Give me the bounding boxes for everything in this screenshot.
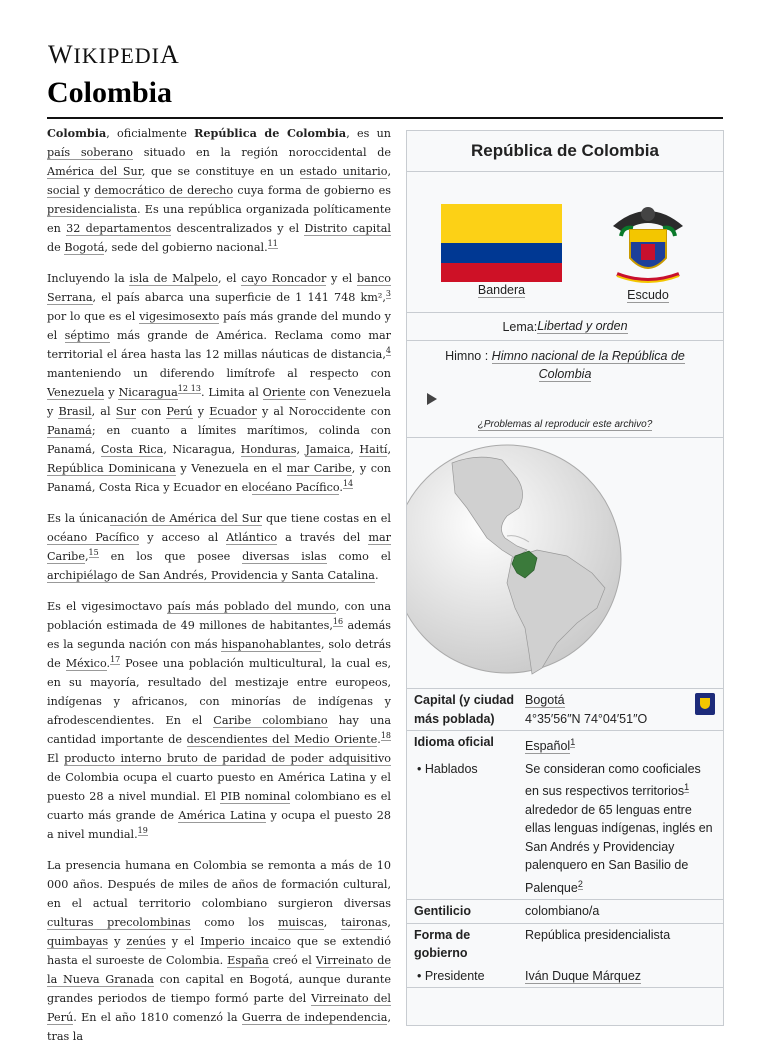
infobox-label: • Hablados — [417, 761, 478, 776]
text-run: , tras la — [47, 1011, 391, 1043]
article-link[interactable]: Distrito capital — [304, 222, 392, 235]
citation-link[interactable]: 19 — [137, 826, 148, 836]
article-link[interactable]: Perú — [166, 405, 193, 418]
citation-link[interactable]: 1 — [570, 737, 576, 747]
article-link[interactable]: culturas precolombinas — [47, 916, 191, 929]
article-link[interactable]: Brasil — [58, 405, 92, 418]
article-link[interactable]: social — [47, 184, 80, 197]
text-run: , al — [91, 405, 116, 418]
article-link[interactable]: zenúes — [126, 935, 166, 948]
text-run: y — [79, 184, 95, 197]
value-text[interactable]: Español — [525, 739, 571, 754]
play-icon[interactable] — [427, 393, 437, 405]
national-symbols — [407, 172, 723, 313]
paragraph-history — [47, 856, 391, 1046]
article-link[interactable]: Caribe colombiano — [213, 714, 328, 727]
text-run: , — [350, 443, 360, 456]
article-body — [47, 124, 391, 1058]
coat-of-arms-icon[interactable] — [603, 196, 693, 286]
article-link[interactable]: Costa Rica — [100, 443, 164, 456]
text-run: y — [108, 935, 127, 948]
text-run: de Colombia ocupa el cuarto puesto en América Latina y el puesto 28 a nivel mundial. El — [47, 771, 391, 803]
article-link[interactable]: PIB nominal — [220, 790, 291, 803]
article-link[interactable]: país más poblado del mundo — [167, 600, 336, 613]
article-link[interactable]: Venezuela — [47, 386, 105, 399]
article-link[interactable]: hispanohablantes — [221, 638, 321, 651]
paragraph-intro — [47, 124, 391, 257]
text-run: , oficialmente — [106, 127, 195, 140]
citation-link[interactable]: 4 — [385, 346, 391, 356]
text-run: ; en cuanto a límites marítimos, colinda con Panamá, — [47, 424, 391, 456]
citation-link[interactable]: 17 — [110, 655, 121, 665]
escudo-link[interactable]: Escudo — [627, 288, 669, 302]
wikipedia-logo[interactable]: WIKIPEDIA — [48, 40, 180, 69]
infobox-value — [517, 731, 723, 758]
citation-link[interactable]: 12 13 — [177, 384, 201, 394]
text-run: Es el vigesimoctavo — [47, 600, 168, 613]
article-link[interactable]: México — [65, 657, 107, 670]
infobox — [406, 130, 724, 1026]
citation-link[interactable]: 15 — [88, 548, 99, 558]
text-run: en los que posee — [98, 550, 243, 563]
text-run: , es un — [346, 127, 391, 140]
paragraph-population — [47, 597, 391, 844]
bandera-link[interactable]: Bandera — [477, 283, 526, 297]
text-run: Posee una población multicultural, la cual es, en su mayoría, resultado del mestizaje entre europeos, indígenas y africanos, con minorías de indígenas y afrodescendientes. En el — [47, 657, 391, 727]
text-run: colombiano es el cuarto más grande de — [47, 790, 391, 822]
page-title: Colombia — [47, 76, 173, 109]
article-link[interactable]: Oriente — [262, 386, 306, 399]
text-run: , el país abarca una superficie de 1 141 748 km², — [92, 291, 386, 304]
article-link[interactable]: Nicaragua — [118, 386, 178, 399]
infobox-label: Gentilicio — [414, 904, 471, 919]
text-run: , el — [217, 272, 242, 285]
article-link[interactable]: séptimo — [64, 329, 110, 342]
article-link[interactable]: diversas islas — [242, 550, 327, 563]
infobox-value — [517, 758, 723, 900]
value-text: Iván Duque Márquez — [525, 968, 642, 983]
article-link[interactable]: Jamaica — [305, 443, 351, 456]
article-link[interactable]: Virreinato de la Nueva Granada — [47, 954, 391, 986]
infobox-row — [407, 900, 723, 924]
text-run: y el — [165, 935, 201, 948]
text-run: creó el — [268, 954, 316, 967]
text-run: . En el año 1810 comenzó la — [73, 1011, 242, 1024]
infobox-row — [407, 965, 723, 989]
himno-row: Himno : Himno nacional de la República de Colombia ¿Problemas al reproducir este archivo? — [407, 341, 723, 438]
article-link[interactable]: Guerra de independencia — [241, 1011, 388, 1024]
text-run: a través del — [277, 531, 369, 544]
text-run: cuya forma de gobierno es — [233, 184, 391, 197]
infobox-row — [407, 689, 723, 731]
bold-term: República de Colombia — [194, 126, 347, 140]
text-run: y acceso al — [139, 531, 227, 544]
text-run: . Limita al — [200, 386, 263, 399]
text-run: como el — [326, 550, 392, 563]
text-run: , — [387, 916, 391, 929]
article-link[interactable]: Panamá — [47, 424, 92, 437]
article-link[interactable]: Atlántico — [226, 531, 278, 544]
citation-link[interactable]: 3 — [385, 289, 391, 299]
text-run: y — [104, 386, 119, 399]
article-link[interactable]: mar Caribe — [286, 462, 352, 475]
text-run: por lo que es el — [47, 310, 140, 323]
text-run: , con una población estimada de 49 millones de habitantes, — [47, 600, 392, 632]
article-link[interactable]: Honduras — [240, 443, 297, 456]
infobox-row — [407, 924, 723, 965]
article-link[interactable]: nación de América del Sur — [110, 512, 263, 525]
article-link[interactable]: Haití — [359, 443, 388, 456]
text-run: , sede del gobierno nacional. — [104, 241, 268, 254]
text-run: que se extendió hasta el suroeste de Colombia. — [47, 935, 392, 967]
lema-row: Lema : Libertad y orden — [407, 313, 723, 341]
text-run: como los — [190, 916, 278, 929]
text-run: , Nicaragua, — [163, 443, 241, 456]
text-run: . — [377, 733, 381, 746]
text-run: , y con Panamá, Costa Rica y Ecuador en el — [47, 462, 391, 494]
value-text[interactable]: Bogotá — [525, 693, 565, 707]
infobox-value — [517, 924, 723, 965]
text-run: La presencia humana en Colombia se remonta a más de 10 000 años. Después de miles de años de formación cultural, en el actual territorio colombiano surgieron diversas — [47, 859, 391, 910]
text-run: de — [47, 241, 65, 254]
infobox-value — [517, 965, 723, 988]
text-run: , — [296, 443, 306, 456]
value-text: Se consideran como cooficiales en sus respectivos territorios — [525, 761, 701, 799]
citation-link[interactable]: 2 — [577, 878, 583, 889]
article-link[interactable]: descendientes del Medio Oriente — [186, 733, 378, 746]
text-run: , solo detrás de — [47, 638, 391, 670]
title-divider — [47, 117, 723, 119]
infobox-row — [407, 758, 723, 901]
text-run: Incluyendo la — [47, 272, 130, 285]
infobox-title: República de Colombia — [407, 131, 723, 172]
infobox-row — [407, 731, 723, 758]
article-link[interactable]: banco Serrana — [47, 272, 392, 304]
article-link[interactable]: democrático de derecho — [94, 184, 234, 197]
text-run: s — [381, 916, 388, 929]
article-link[interactable]: Virreinato del Perú — [47, 992, 391, 1024]
article-link[interactable]: 32 departamentos — [66, 222, 172, 235]
article-link[interactable]: América Latina — [178, 809, 267, 822]
value-text: alrededor de 65 lenguas entre ellas lenguas indígenas, inglés en San Andrés y Providenciay palenquero en San Basilio de Palenque — [525, 802, 713, 895]
value-text: colombiano/a — [525, 904, 600, 919]
article-link[interactable]: quimbayas — [47, 935, 109, 948]
article-link[interactable]: mar Caribe — [47, 531, 391, 563]
text-run: , — [387, 443, 391, 456]
value-text: República presidencialista — [525, 927, 671, 942]
infobox-label: Forma de gobierno — [414, 927, 471, 961]
infobox-label: • Presidente — [417, 968, 485, 983]
infobox-value — [517, 689, 723, 730]
text-run: descentralizados y el — [171, 222, 305, 235]
text-run: además es la segunda nación con más — [47, 619, 391, 651]
article-link[interactable]: España — [227, 954, 269, 967]
article-link[interactable]: isla de Malpelo — [129, 272, 218, 285]
infobox-label: Idioma oficial — [414, 735, 494, 749]
text-run: más grande de América. Reclama como mar territorial el área hasta las 12 millas náuticas de distancia, — [47, 329, 391, 361]
article-link[interactable]: Ecuador — [209, 405, 257, 418]
article-link[interactable]: estado unitario — [299, 165, 388, 178]
text-run: situado en la región noroccidental de — [133, 146, 391, 159]
text-run: y ocupa el puesto 28 a nivel mundial. — [47, 809, 391, 841]
orthographic-globe-icon — [407, 438, 723, 688]
paragraph-geography — [47, 269, 391, 497]
text-run: con capital en Bogotá, aunque durante grandes periodos de tiempo formó parte del — [47, 973, 391, 1005]
article-link[interactable]: archipiélago de San Andrés, Providencia y Santa Catalina — [47, 569, 375, 582]
text-run: que tiene costas en el — [262, 512, 391, 525]
article-link[interactable]: Imperio incaico — [200, 935, 291, 948]
article-link[interactable]: Sur — [115, 405, 136, 418]
article-link[interactable]: vigesimosexto — [139, 310, 220, 323]
flag-image[interactable] — [441, 204, 562, 282]
text-run: con — [135, 405, 167, 418]
lema-link[interactable]: Libertad y orden — [537, 319, 628, 333]
himno-link[interactable]: Himno nacional de la República de Colombia — [491, 349, 685, 381]
text-run: y — [192, 405, 210, 418]
problemas-link[interactable]: ¿Problemas al reproducir este archivo? — [477, 419, 653, 430]
location-map[interactable] — [407, 438, 723, 689]
article-link[interactable]: República Dominicana — [47, 462, 176, 475]
bold-term: Colombia — [47, 126, 107, 140]
text-run: manteniendo un diferendo limítrofe al respecto con — [47, 367, 391, 380]
citation-link[interactable]: 1 — [684, 782, 690, 793]
infobox-label: Capital (y ciudad más poblada) — [414, 693, 515, 726]
text-run: , — [84, 550, 89, 563]
text-run: y al Noroccidente con — [256, 405, 391, 418]
article-link[interactable]: océano Pacífico — [251, 481, 340, 494]
text-run: . Es una república organizada políticamente en — [47, 203, 391, 235]
citation-link[interactable]: 16 — [332, 617, 344, 627]
text-run: , que se constituye en un — [141, 165, 300, 178]
citation-link[interactable]: 11 — [267, 239, 278, 249]
bogota-coat-icon[interactable] — [695, 693, 715, 715]
article-link[interactable]: Bogotá — [64, 241, 105, 254]
article-link[interactable]: presidencialista — [47, 203, 138, 216]
text-run: . — [106, 657, 111, 670]
text-run: , — [387, 165, 391, 178]
article-link[interactable]: cayo Roncador — [241, 272, 327, 285]
text-run: . — [339, 481, 343, 494]
text-run: con Venezuela y — [47, 386, 391, 418]
citation-link[interactable]: 14 — [342, 479, 354, 489]
text-run: . — [374, 569, 379, 582]
article-link[interactable]: producto interno bruto de paridad de poder adquisitivo — [64, 752, 392, 765]
text-run: , — [323, 916, 341, 929]
article-link[interactable]: tairona — [340, 916, 382, 929]
text-run: hay una cantidad importante de — [47, 714, 391, 746]
article-link[interactable]: América del Sur — [47, 165, 142, 178]
paragraph-coasts — [47, 509, 391, 585]
article-link[interactable]: océano Pacífico — [47, 531, 140, 544]
text-run: El — [47, 752, 65, 765]
text-run: y Venezuela en el — [175, 462, 287, 475]
article-link[interactable]: país soberano — [47, 146, 134, 159]
text-run: país más grande del mundo y el — [47, 310, 391, 342]
coordinates-link[interactable]: 4°35′56″N 74°04′51″O — [525, 711, 648, 726]
infobox-value — [517, 900, 723, 923]
article-link[interactable]: muiscas — [277, 916, 324, 929]
text-run: y el — [326, 272, 357, 285]
citation-link[interactable]: 18 — [380, 731, 391, 741]
text-run: Es la única — [47, 512, 110, 525]
